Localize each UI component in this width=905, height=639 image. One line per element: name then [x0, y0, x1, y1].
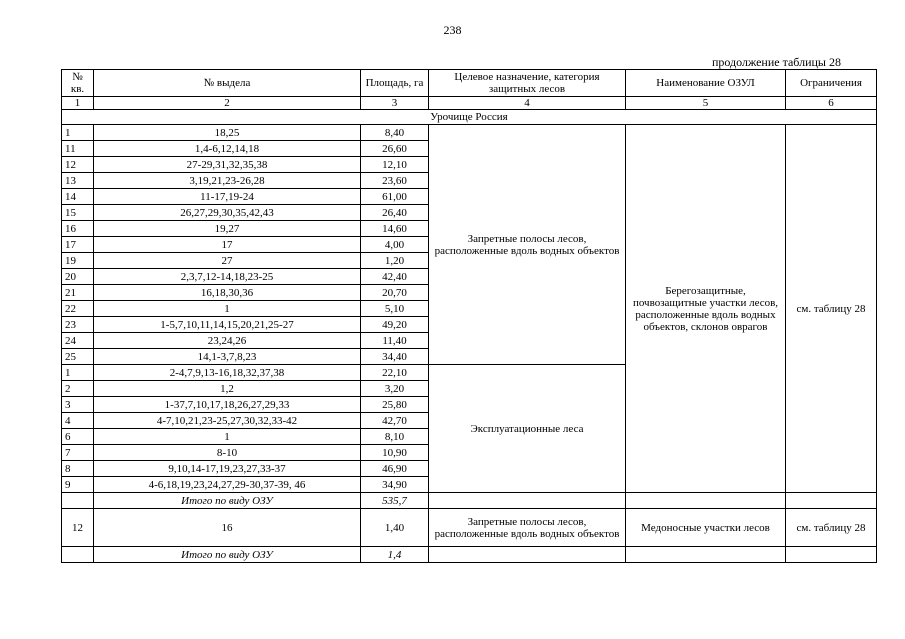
cell-area: 26,40 [361, 205, 429, 221]
cell-area: 8,10 [361, 429, 429, 445]
total-label: Итого по виду ОЗУ [94, 547, 361, 563]
total-empty [62, 493, 94, 509]
header-kv: № кв. [62, 70, 94, 97]
cell-vydel: 19,27 [94, 221, 361, 237]
cell-area: 49,20 [361, 317, 429, 333]
cell-area: 61,00 [361, 189, 429, 205]
cell-area: 3,20 [361, 381, 429, 397]
cell-area: 42,70 [361, 413, 429, 429]
cell-area: 34,40 [361, 349, 429, 365]
cell-kv: 2 [62, 381, 94, 397]
cell-vydel: 2-4,7,9,13-16,18,32,37,38 [94, 365, 361, 381]
header-row [62, 70, 877, 97]
header-area: Площадь, га [361, 70, 429, 97]
cell-kv: 20 [62, 269, 94, 285]
total-value: 535,7 [361, 493, 429, 509]
cell-vydel: 1-37,7,10,17,18,26,27,29,33 [94, 397, 361, 413]
cell-vydel: 9,10,14-17,19,23,27,33-37 [94, 461, 361, 477]
header-purpose: Целевое назначение, категория защитных лесов [429, 70, 626, 97]
cell-kv: 9 [62, 477, 94, 493]
cell-area: 23,60 [361, 173, 429, 189]
cell-area: 14,60 [361, 221, 429, 237]
cell-kv: 12 [62, 509, 94, 547]
cell-kv: 6 [62, 429, 94, 445]
cell-kv: 12 [62, 157, 94, 173]
cell-kv: 19 [62, 253, 94, 269]
cell-kv: 11 [62, 141, 94, 157]
cell-kv: 1 [62, 365, 94, 381]
cell-vydel: 1,4-6,12,14,18 [94, 141, 361, 157]
cell-area: 1,40 [361, 509, 429, 547]
cell-kv: 8 [62, 461, 94, 477]
cell-area: 12,10 [361, 157, 429, 173]
cell-area: 25,80 [361, 397, 429, 413]
column-number: 5 [626, 97, 786, 110]
cell-restriction-main: см. таблицу 28 [786, 125, 877, 493]
cell-area: 20,70 [361, 285, 429, 301]
cell-area: 26,60 [361, 141, 429, 157]
cell-area: 8,40 [361, 125, 429, 141]
cell-area: 11,40 [361, 333, 429, 349]
cell-purpose-group-a: Запретные полосы лесов, расположенные вдоль водных объектов [429, 125, 626, 365]
cell-vydel: 26,27,29,30,35,42,43 [94, 205, 361, 221]
total-row [62, 547, 877, 563]
total-empty [429, 547, 626, 563]
cell-vydel: 2,3,7,12-14,18,23-25 [94, 269, 361, 285]
cell-kv: 13 [62, 173, 94, 189]
cell-ozul: Медоносные участки лесов [626, 509, 786, 547]
cell-kv: 16 [62, 221, 94, 237]
cell-vydel: 18,25 [94, 125, 361, 141]
page-number: 238 [443, 23, 462, 37]
column-numbers-row [62, 97, 877, 110]
cell-kv: 17 [62, 237, 94, 253]
header-restrictions: Ограничения [786, 70, 877, 97]
header-vydel: № выдела [94, 70, 361, 97]
cell-vydel: 23,24,26 [94, 333, 361, 349]
cell-area: 1,20 [361, 253, 429, 269]
column-number: 4 [429, 97, 626, 110]
section-row [62, 110, 877, 125]
column-number: 1 [62, 97, 94, 110]
cell-kv: 21 [62, 285, 94, 301]
cell-vydel: 16 [94, 509, 361, 547]
cell-vydel: 16,18,30,36 [94, 285, 361, 301]
cell-area: 34,90 [361, 477, 429, 493]
header-ozul: Наименование ОЗУЛ [626, 70, 786, 97]
section-title: Урочище Россия [62, 110, 877, 125]
column-number: 6 [786, 97, 877, 110]
cell-kv: 25 [62, 349, 94, 365]
cell-kv: 14 [62, 189, 94, 205]
total-empty [786, 547, 877, 563]
table-row-extra [62, 509, 877, 547]
cell-kv: 24 [62, 333, 94, 349]
cell-area: 46,90 [361, 461, 429, 477]
cell-area: 42,40 [361, 269, 429, 285]
total-empty [626, 493, 786, 509]
cell-area: 22,10 [361, 365, 429, 381]
forest-table [61, 69, 877, 563]
total-empty [786, 493, 877, 509]
cell-kv: 3 [62, 397, 94, 413]
total-value: 1,4 [361, 547, 429, 563]
column-number: 3 [361, 97, 429, 110]
cell-area: 10,90 [361, 445, 429, 461]
cell-vydel: 27 [94, 253, 361, 269]
cell-area: 5,10 [361, 301, 429, 317]
cell-purpose-group-b: Эксплуатационные леса [429, 365, 626, 493]
cell-kv: 7 [62, 445, 94, 461]
cell-vydel: 17 [94, 237, 361, 253]
cell-kv: 4 [62, 413, 94, 429]
total-empty [429, 493, 626, 509]
cell-vydel: 1-5,7,10,11,14,15,20,21,25-27 [94, 317, 361, 333]
table-row [62, 125, 877, 141]
cell-vydel: 8-10 [94, 445, 361, 461]
cell-vydel: 27-29,31,32,35,38 [94, 157, 361, 173]
total-empty [626, 547, 786, 563]
total-label: Итого по виду ОЗУ [94, 493, 361, 509]
cell-kv: 23 [62, 317, 94, 333]
cell-area: 4,00 [361, 237, 429, 253]
cell-kv: 22 [62, 301, 94, 317]
cell-vydel: 1 [94, 429, 361, 445]
total-row [62, 493, 877, 509]
cell-vydel: 4-6,18,19,23,24,27,29-30,37-39, 46 [94, 477, 361, 493]
cell-purpose: Запретные полосы лесов, расположенные вдоль водных объектов [429, 509, 626, 547]
cell-vydel: 4-7,10,21,23-25,27,30,32,33-42 [94, 413, 361, 429]
cell-vydel: 14,1-3,7,8,23 [94, 349, 361, 365]
cell-kv: 15 [62, 205, 94, 221]
cell-ozul-main: Берегозащитные, почвозащитные участки лесов, расположенные вдоль водных объектов, склонов оврагов [626, 125, 786, 493]
cell-restriction: см. таблицу 28 [786, 509, 877, 547]
total-empty [62, 547, 94, 563]
cell-vydel: 1 [94, 301, 361, 317]
column-number: 2 [94, 97, 361, 110]
table-caption: продолжение таблицы 28 [711, 55, 841, 69]
cell-vydel: 3,19,21,23-26,28 [94, 173, 361, 189]
cell-vydel: 11-17,19-24 [94, 189, 361, 205]
cell-kv: 1 [62, 125, 94, 141]
cell-vydel: 1,2 [94, 381, 361, 397]
